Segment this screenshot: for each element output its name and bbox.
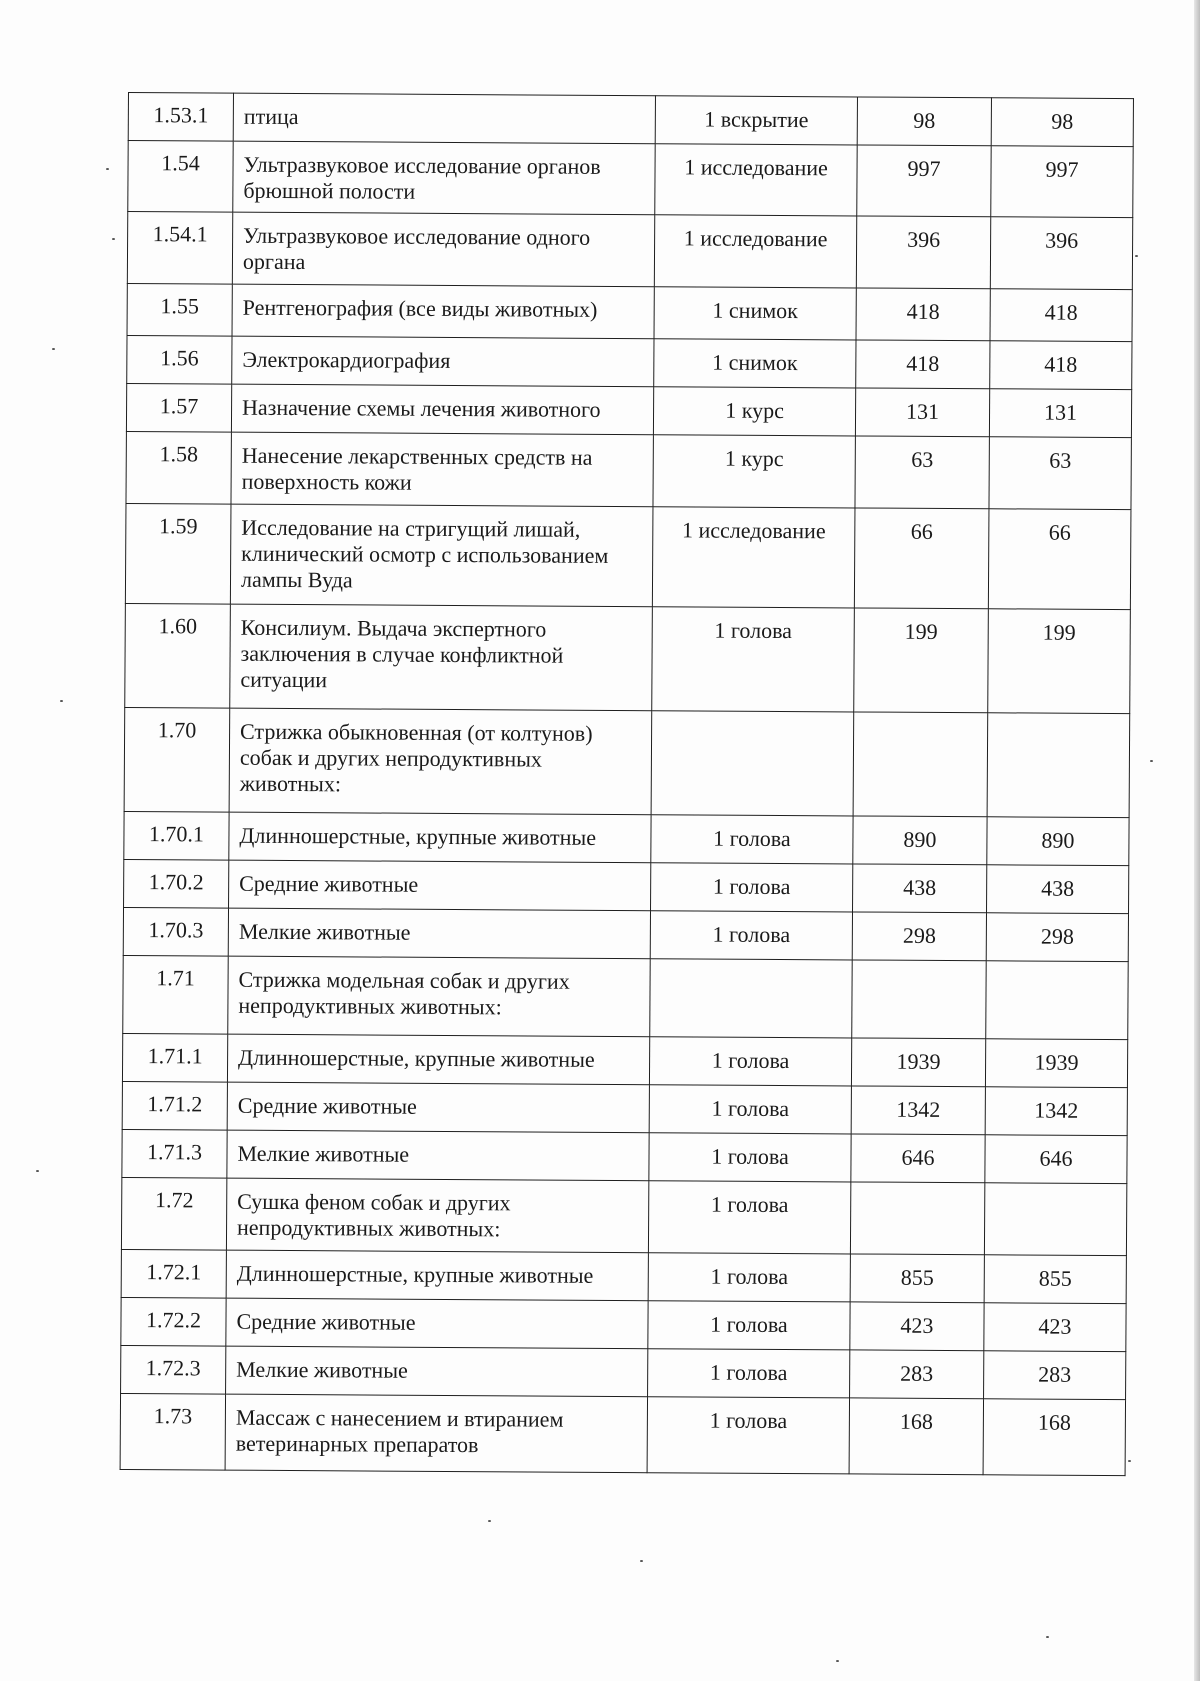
table-row xyxy=(124,859,1129,913)
price-cell: 283 xyxy=(850,1350,984,1399)
scan-speck xyxy=(640,1560,643,1562)
price-cell xyxy=(852,960,986,1039)
price-with-vat-cell: 855 xyxy=(984,1255,1126,1304)
unit-of-measure: 1 исследование xyxy=(654,215,856,288)
unit-of-measure: 1 голова xyxy=(650,911,852,960)
price-cell: 418 xyxy=(856,340,990,389)
row-number: 1.70.2 xyxy=(124,859,229,908)
price-cell: 438 xyxy=(853,864,987,913)
price-cell: 423 xyxy=(850,1302,984,1351)
scan-speck xyxy=(488,1520,491,1522)
table-row xyxy=(124,707,1130,817)
service-name: Массаж с нанесением и втиранием ветеринарных препаратов xyxy=(225,1394,647,1473)
price-cell: 997 xyxy=(857,145,991,217)
row-number: 1.71.1 xyxy=(122,1033,227,1082)
table-row xyxy=(127,283,1132,341)
price-with-vat-cell: 423 xyxy=(984,1303,1126,1352)
price-with-vat-cell: 646 xyxy=(985,1135,1127,1184)
service-name: Мелкие животные xyxy=(226,1346,648,1397)
price-cell: 646 xyxy=(851,1134,985,1183)
price-with-vat-cell: 66 xyxy=(988,509,1131,610)
price-table xyxy=(120,92,1134,1476)
price-cell: 1939 xyxy=(851,1038,985,1087)
scan-speck xyxy=(106,168,109,170)
table-row xyxy=(127,212,1132,290)
scan-speck xyxy=(1046,1636,1049,1638)
scan-speck xyxy=(1150,760,1153,762)
service-name: Длинношерстные, крупные животные xyxy=(227,1034,649,1085)
price-cell xyxy=(850,1182,984,1255)
price-cell: 168 xyxy=(849,1398,983,1475)
price-with-vat-cell: 438 xyxy=(987,865,1129,914)
price-cell: 199 xyxy=(854,608,989,713)
table-row xyxy=(126,383,1131,437)
scan-speck xyxy=(36,1170,39,1172)
price-with-vat-cell: 396 xyxy=(990,217,1132,290)
row-number: 1.58 xyxy=(126,431,231,504)
service-name: Нанесение лекарственных средств на поверхность кожи xyxy=(231,432,653,507)
unit-of-measure xyxy=(650,959,852,1038)
service-name: Рентгенография (все виды животных) xyxy=(232,284,654,339)
service-name: Консилиум. Выдача экспертного заключения в случае конфликтной ситуации xyxy=(230,604,653,711)
price-cell: 890 xyxy=(853,816,987,865)
unit-of-measure: 1 голова xyxy=(648,1301,850,1350)
unit-of-measure: 1 голова xyxy=(649,1085,851,1134)
row-number: 1.59 xyxy=(125,503,231,604)
unit-of-measure: 1 курс xyxy=(653,435,855,508)
row-number: 1.70.3 xyxy=(123,907,228,956)
scan-speck xyxy=(836,1660,839,1662)
service-name: Средние животные xyxy=(229,860,651,911)
unit-of-measure: 1 голова xyxy=(649,1133,851,1182)
price-with-vat-cell: 890 xyxy=(987,817,1129,866)
service-name: Ультразвуковое исследование органов брюшной полости xyxy=(233,141,655,215)
unit-of-measure: 1 голова xyxy=(648,1253,850,1302)
row-number: 1.54.1 xyxy=(127,212,232,285)
price-with-vat-cell xyxy=(984,1183,1126,1256)
service-name: Электрокардиография xyxy=(232,336,654,387)
unit-of-measure: 1 голова xyxy=(649,1037,851,1086)
table-row xyxy=(122,1129,1127,1183)
row-number: 1.72.1 xyxy=(121,1249,226,1298)
row-number: 1.71.3 xyxy=(122,1129,227,1178)
table-row xyxy=(123,907,1128,961)
row-number: 1.72.2 xyxy=(121,1297,226,1346)
price-cell: 1342 xyxy=(851,1086,985,1135)
unit-of-measure: 1 голова xyxy=(651,863,853,912)
price-cell: 396 xyxy=(856,216,990,289)
service-name: Ультразвуковое исследование одного органа xyxy=(232,212,654,287)
price-with-vat-cell: 199 xyxy=(988,609,1131,714)
price-cell: 63 xyxy=(855,436,989,509)
price-with-vat-cell xyxy=(986,961,1128,1040)
price-with-vat-cell: 418 xyxy=(990,341,1132,390)
unit-of-measure: 1 голова xyxy=(648,1181,850,1254)
scan-speck xyxy=(1128,1460,1131,1462)
service-name: Стрижка обыкновенная (от колтунов) собак и других непродуктивных животных: xyxy=(229,708,652,815)
service-name: Средние животные xyxy=(227,1082,649,1133)
row-number: 1.55 xyxy=(127,283,232,336)
price-with-vat-cell: 1342 xyxy=(985,1087,1127,1136)
scan-speck xyxy=(1135,255,1138,257)
scan-speck xyxy=(60,700,63,702)
table-row xyxy=(125,603,1131,713)
price-cell: 418 xyxy=(856,288,990,341)
row-number: 1.53.1 xyxy=(128,93,233,142)
table-row xyxy=(123,955,1128,1039)
service-name: Исследование на стригущий лишай, клинический осмотр с использованием лампы Вуда xyxy=(230,504,653,607)
table-row xyxy=(128,93,1133,147)
price-with-vat-cell: 98 xyxy=(991,98,1133,147)
table-row xyxy=(121,1345,1126,1399)
service-name: птица xyxy=(233,93,655,144)
unit-of-measure: 1 голова xyxy=(652,607,855,712)
unit-of-measure: 1 исследование xyxy=(655,144,857,216)
table-row xyxy=(121,1177,1126,1255)
table-row xyxy=(122,1081,1127,1135)
unit-of-measure: 1 голова xyxy=(648,1349,850,1398)
table-row xyxy=(121,1249,1126,1303)
unit-of-measure xyxy=(651,711,854,816)
row-number: 1.73 xyxy=(120,1393,225,1470)
unit-of-measure: 1 снимок xyxy=(654,339,856,388)
row-number: 1.60 xyxy=(125,603,231,708)
row-number: 1.72 xyxy=(121,1177,226,1250)
service-name: Средние животные xyxy=(226,1298,648,1349)
price-cell: 98 xyxy=(857,97,991,146)
row-number: 1.71.2 xyxy=(122,1081,227,1130)
price-with-vat-cell: 63 xyxy=(989,437,1131,510)
table-row xyxy=(124,811,1129,865)
scan-speck xyxy=(112,238,115,240)
table-row xyxy=(121,1297,1126,1351)
service-name: Длинношерстные, крупные животные xyxy=(229,812,651,863)
table-row xyxy=(126,431,1131,509)
price-with-vat-cell: 418 xyxy=(990,289,1132,342)
table-row xyxy=(128,141,1133,218)
price-with-vat-cell: 283 xyxy=(984,1351,1126,1400)
price-table-body xyxy=(120,93,1133,1476)
table-row xyxy=(120,1393,1125,1475)
unit-of-measure: 1 исследование xyxy=(652,507,855,608)
page-edge-shadow xyxy=(1194,0,1200,1681)
price-with-vat-cell: 131 xyxy=(989,389,1131,438)
service-name: Сушка феном собак и других непродуктивных животных: xyxy=(226,1178,648,1253)
price-cell: 66 xyxy=(854,508,989,609)
row-number: 1.71 xyxy=(123,955,228,1034)
price-cell: 298 xyxy=(852,912,986,961)
row-number: 1.56 xyxy=(127,335,232,384)
price-with-vat-cell: 168 xyxy=(983,1399,1125,1476)
row-number: 1.72.3 xyxy=(121,1345,226,1394)
price-with-vat-cell: 1939 xyxy=(985,1039,1127,1088)
service-name: Мелкие животные xyxy=(228,908,650,959)
price-cell: 855 xyxy=(850,1254,984,1303)
unit-of-measure: 1 снимок xyxy=(654,287,856,340)
service-name: Мелкие животные xyxy=(227,1130,649,1181)
price-with-vat-cell xyxy=(987,713,1130,818)
row-number: 1.57 xyxy=(126,383,231,432)
service-name: Длинношерстные, крупные животные xyxy=(226,1250,648,1301)
price-with-vat-cell: 997 xyxy=(991,146,1133,218)
unit-of-measure: 1 курс xyxy=(653,387,855,436)
service-name: Назначение схемы лечения животного xyxy=(231,384,653,435)
unit-of-measure: 1 голова xyxy=(647,1397,849,1474)
service-name: Стрижка модельная собак и других непродуктивных животных: xyxy=(228,956,650,1037)
unit-of-measure: 1 голова xyxy=(651,815,853,864)
price-with-vat-cell: 298 xyxy=(986,913,1128,962)
table-row xyxy=(127,335,1132,389)
row-number: 1.70 xyxy=(124,707,230,812)
table-row xyxy=(125,503,1131,609)
scan-speck xyxy=(52,348,55,350)
price-cell: 131 xyxy=(855,388,989,437)
price-cell xyxy=(853,712,988,817)
row-number: 1.70.1 xyxy=(124,811,229,860)
unit-of-measure: 1 вскрытие xyxy=(655,96,857,145)
row-number: 1.54 xyxy=(128,141,233,213)
table-row xyxy=(122,1033,1127,1087)
